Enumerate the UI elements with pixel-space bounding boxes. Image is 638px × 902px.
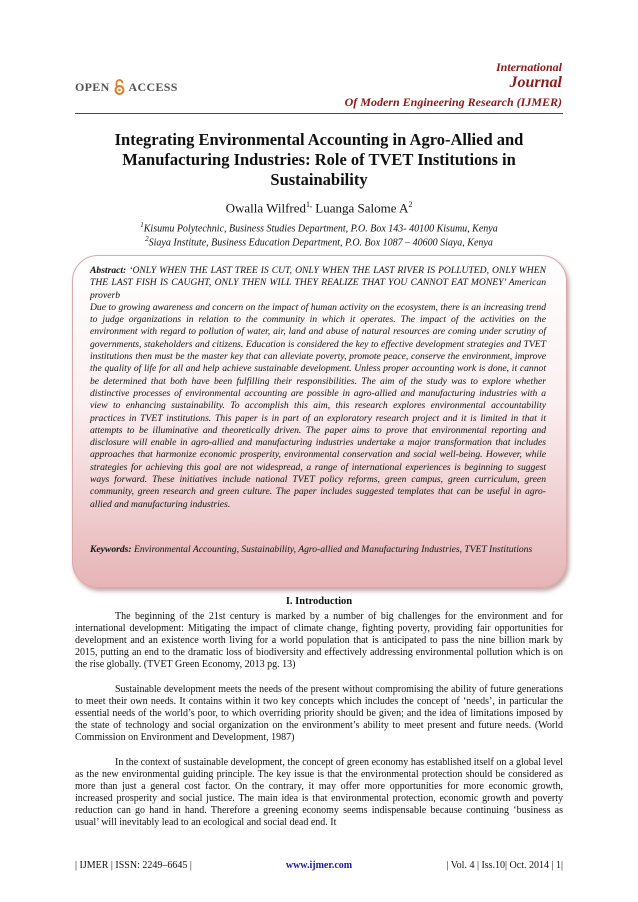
abstract-quote: ‘ONLY WHEN THE LAST TREE IS CUT, ONLY WHEN THE LAST RIVER IS POLLUTED, ONLY WHEN THE LAST FISH IS CAUGHT, ONLY THEN WILL THEY REALIZE THAT YOU CANNOT EAT MONEY’ American proverb xyxy=(90,265,546,301)
affiliation-1 xyxy=(75,221,563,234)
paragraph-3-text: In the context of sustainable development, the concept of green economy has established itself on a global level as the new environmental guiding principle. The key issue is that the environmental protection should be considered as more than just a general cost factor. On the contrary, it may offer more opportunities for more economic growth, increased prosperity and social justice. The main idea is that environmental protection, economic growth and poverty reduction can go hand in hand. Therefore a greening economy seems indispensable because continuing ‘business as usual’ will inevitably lead to an ecological and social dead end. It xyxy=(75,757,563,829)
open-lock-icon xyxy=(114,79,125,95)
abstract xyxy=(90,265,546,511)
author-2: Luanga Salome A xyxy=(315,200,409,216)
journal-name-line2: Journal xyxy=(509,74,562,91)
affiliation-2-text: Siaya Institute, Business Education Department, P.O. Box 1087 – 40600 Siaya, Kenya xyxy=(148,237,493,249)
keywords-label: Keywords: xyxy=(90,544,132,555)
affiliation-2-sup: 2 xyxy=(145,235,149,243)
author-line xyxy=(75,200,563,216)
open-access-right: ACCESS xyxy=(128,80,178,94)
paragraph-2 xyxy=(75,684,563,744)
abstract-body: Due to growing awareness and concern on the impact of human activity on the ecosystem, there is an increasing trend to judge organizations in relation to the community in which it operates. The impact of the activities on the environment with regard to pollution of water, air, land and abuse of natural resources are coming under scrutiny of governments, stakeholders and citizens. Education is considered the key to effective development strategies and TVET institutions then must be the master key that can alleviate poverty, promote peace, conserve the environment, improve the quality of life for all and help achieve sustainable development. Unless proper accounting work is done, it cannot be determined that both have been fulfilling their responsibilities. The aim of the study was to explore whether distinctive processes of environmental accounting are possible in agro-allied and manufacturing industries with a view to enhancing sustainability. To accomplish this aim, this research explores environmental accountability practices in TVET institutions. This paper is in part of an exploratory research project and it is limited in that it attempts to be illuminative and theoretically driven. The paper aims to prove that environmental reporting and disclosure will enable in agro-allied and manufacturing industries undertake a major transformation that includes approaches that harmonize economic prosperity, environmental conservation and social well-being. However, while strategies for achieving this goal are not widespread, a range of international experiences is beginning to suggest ways forward. These initiatives include national TVET policy reforms, green campus, green curriculum, green community, green research and green culture. The paper includes suggested templates that can be useful in agro-allied and manufacturing industries. xyxy=(90,301,546,510)
section-heading: I. Introduction xyxy=(285,596,353,607)
keywords-text: Environmental Accounting, Sustainability, Agro-allied and Manufacturing Industries, TVET Institutions xyxy=(133,544,533,555)
author-1-sup: 1, xyxy=(306,200,313,209)
author-1: Owalla Wilfred xyxy=(225,200,307,216)
footer-volume: | Vol. 4 | Iss.10| Oct. 2014 | 1| xyxy=(446,860,563,871)
open-access-left: OPEN xyxy=(75,80,110,94)
paragraph-1 xyxy=(75,611,563,671)
journal-name-line3: Of Modern Engineering Research (IJMER) xyxy=(344,95,562,109)
paragraph-1-text: The beginning of the 21st century is marked by a number of big challenges for the environment and for international development: Mitigating the impact of climate change, fighting poverty, providing fair opportunities for development and an existence worth living for a world population that is anticipated to pass the nine billion mark by 2015, putting an end to the dramatic loss of biodiversity and effectively addressing environmental pollution which is on the rise globally. (TVET Green Economy, 2013 pg. 13) xyxy=(75,611,563,671)
header-rule xyxy=(75,113,563,114)
paragraph-2-text: Sustainable development meets the needs of the present without compromising the ability of future generations to meet their own needs. It contains within it two key concepts which includes the concept of ‘needs’, in particular the essential needs of the world’s poor, to which overriding priority should be given; and the idea of limitations imposed by the state of technology and social organization on the environment’s ability to meet present and future needs. (World Commission on Environment and Development, 1987) xyxy=(75,684,563,744)
author-2-sup: 2 xyxy=(408,200,413,209)
footer-website-link[interactable]: www.ijmer.com xyxy=(285,860,353,871)
affiliation-1-sup: 1 xyxy=(140,221,144,229)
open-access-logo xyxy=(75,79,178,95)
abstract-label: Abstract: xyxy=(90,265,127,276)
affiliation-2 xyxy=(75,235,563,248)
keywords xyxy=(90,544,546,556)
journal-name-line1: International xyxy=(495,60,562,74)
footer-issn: | IJMER | ISSN: 2249–6645 | xyxy=(75,860,192,871)
paper-title: Integrating Environmental Accounting in Agro-Allied and Manufacturing Industries: Role of TVET Institutions in Sustainability xyxy=(114,130,524,189)
affiliation-1-text: Kisumu Polytechnic, Business Studies Department, P.O. Box 143- 40100 Kisumu, Kenya xyxy=(143,223,498,235)
paragraph-3 xyxy=(75,757,563,830)
